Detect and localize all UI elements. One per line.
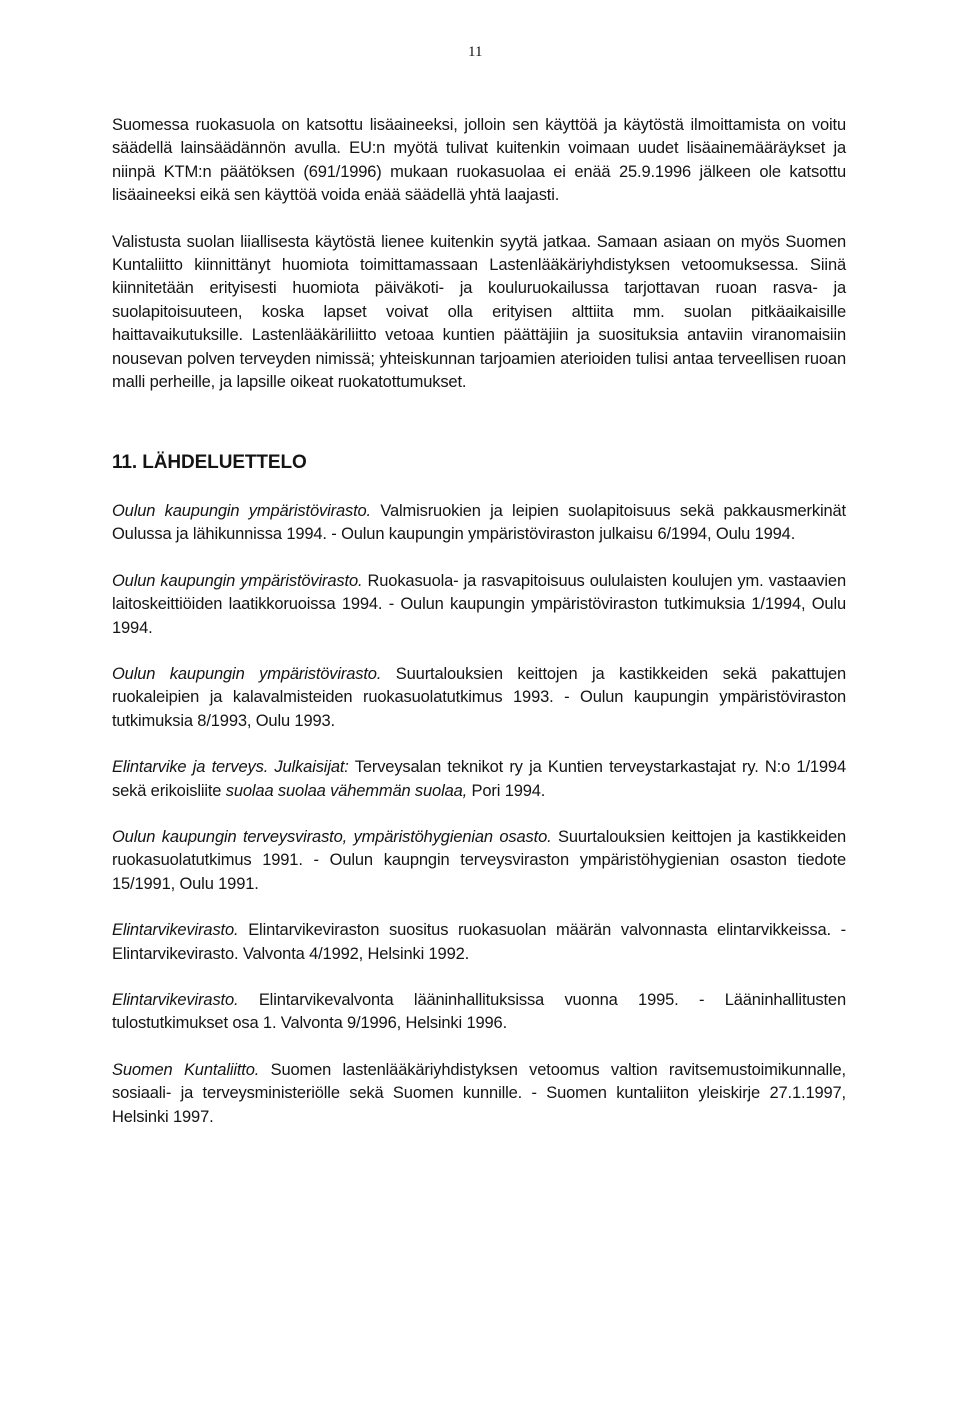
- reference-entry: [112, 1059, 846, 1129]
- reference-subtitle: suolaa suolaa vähemmän suolaa,: [225, 781, 468, 800]
- reference-title: Elintarvikevalvonta lääninhallituksissa vuonna 1995. - Lääninhallitusten tulostutkimukset osa 1. Valvonta 9/1996, Helsinki 1996.: [112, 990, 846, 1033]
- reference-author: Oulun kaupungin ympäristövirasto.: [112, 501, 371, 520]
- reference-title: Terveysalan teknikot ry ja Kuntien terveystarkastajat ry. N:o 1/1994 sekä erikoisliite: [112, 758, 846, 800]
- reference-author: Elintarvikevirasto.: [112, 921, 239, 940]
- reference-title: Ruokasuola- ja rasvapitoisuus oululaisten koulujen ym. vastaavien laitoskeittiöiden laatikkoruoissa 1994. - Oulun kaupungin ympäristöviraston tutkimuksia 1/1994, Oulu 1994.: [112, 571, 846, 637]
- reference-author: Suomen Kuntaliitto.: [112, 1060, 260, 1079]
- reference-title: Suomen lastenlääkäriyhdistyksen vetoomus valtion ravitsemustoimikunnalle, sosiaali- ja terveysministeriölle sekä Suomen kunnille. - Suomen kuntaliiton yleiskirje 27.1.1997, Helsinki 1997.: [112, 1060, 846, 1126]
- reference-title: Elintarvikeviraston suositus ruokasuolan määrän valvonnasta elintarvikkeissa. - Elintarvikevirasto. Valvonta 4/1992, Helsinki 1992.: [112, 921, 846, 963]
- reference-publication: Pori 1994.: [467, 781, 546, 800]
- reference-entry: [112, 500, 846, 547]
- reference-title: Valmisruokien ja leipien suolapitoisuus sekä pakkausmerkinät Oulussa ja lähikunnissa 1994. - Oulun kaupungin ympäristöviraston julkaisu 6/1994, Oulu 1994.: [112, 501, 846, 544]
- body-paragraph: Valistusta suolan liiallisesta käytöstä lienee kuitenkin syytä jatkaa. Samaan asiaan on myös Suomen Kuntaliitto kiinnittänyt huomiota toimittamassaan Lastenlääkäriyhdistyksen vetoomuksessa. Siinä kiinnitetään erityisesti huomiota päiväkoti- ja kouluruokailussa tarjottavan ruoan rasva- ja suolapitoisuuteen, koska lapset voivat olla erityisen alttiita mm. suolan pitkäaikaisille haittavaikutuksille. Lastenlääkäriliitto vetoaa kuntien päättäjiin ja suosituksia antaviin viranomaisiin nousevan polven terveyden nimissä; yhteiskunnan tarjoamien aterioiden tulisi antaa terveellisen ruoan malli perheille, ja lapsille oikeat ruokatottumukset.: [112, 232, 846, 392]
- body-paragraph: Suomessa ruokasuola on katsottu lisäaineeksi, jolloin sen käyttöä ja käytöstä ilmoittamista on voitu säädellä lainsäädännön avulla. EU:n myötä tulivat kuitenkin voimaan uudet lisäainemääräykset ja niinpä KTM:n päätöksen (691/1996) mukaan ruokasuolaa ei enää 25.9.1996 jälkeen ole katsottu lisäaineeksi eikä sen käyttöä voida enää säädellä yhtä laajasti.: [112, 116, 846, 205]
- reference-entry: [112, 989, 846, 1036]
- reference-author: Elintarvikevirasto.: [112, 990, 239, 1009]
- reference-title: Suurtalouksien keittojen ja kastikkeiden sekä pakattujen ruokaleipien ja kalavalmisteiden ruokasuolatutkimus 1993. - Oulun kaupungin ympäristöviraston tutkimuksia 8/1993, Oulu 1993.: [112, 664, 846, 730]
- page-content: [112, 114, 846, 1152]
- section-heading: 11. LÄHDELUETTELO: [112, 452, 307, 474]
- reference-author: Oulun kaupungin terveysvirasto, ympäristöhygienian osasto.: [112, 827, 552, 846]
- reference-author: Oulun kaupungin ympäristövirasto.: [112, 571, 363, 590]
- reference-title: Suurtalouksien keittojen ja kastikkeiden ruokasuolatutkimus 1991. - Oulun kaupngin terveysviraston ympäristöhygienian osaston tiedote 15/1991, Oulu 1991.: [112, 827, 847, 893]
- page-number: 11: [468, 44, 483, 60]
- reference-entry: [112, 570, 846, 640]
- reference-entry: [112, 756, 846, 803]
- reference-author: Elintarvike ja terveys. Julkaisijat:: [112, 758, 349, 777]
- reference-entry: [112, 826, 846, 896]
- reference-author: Oulun kaupungin ympäristövirasto.: [112, 664, 382, 683]
- reference-entry: [112, 663, 846, 733]
- reference-entry: [112, 919, 846, 966]
